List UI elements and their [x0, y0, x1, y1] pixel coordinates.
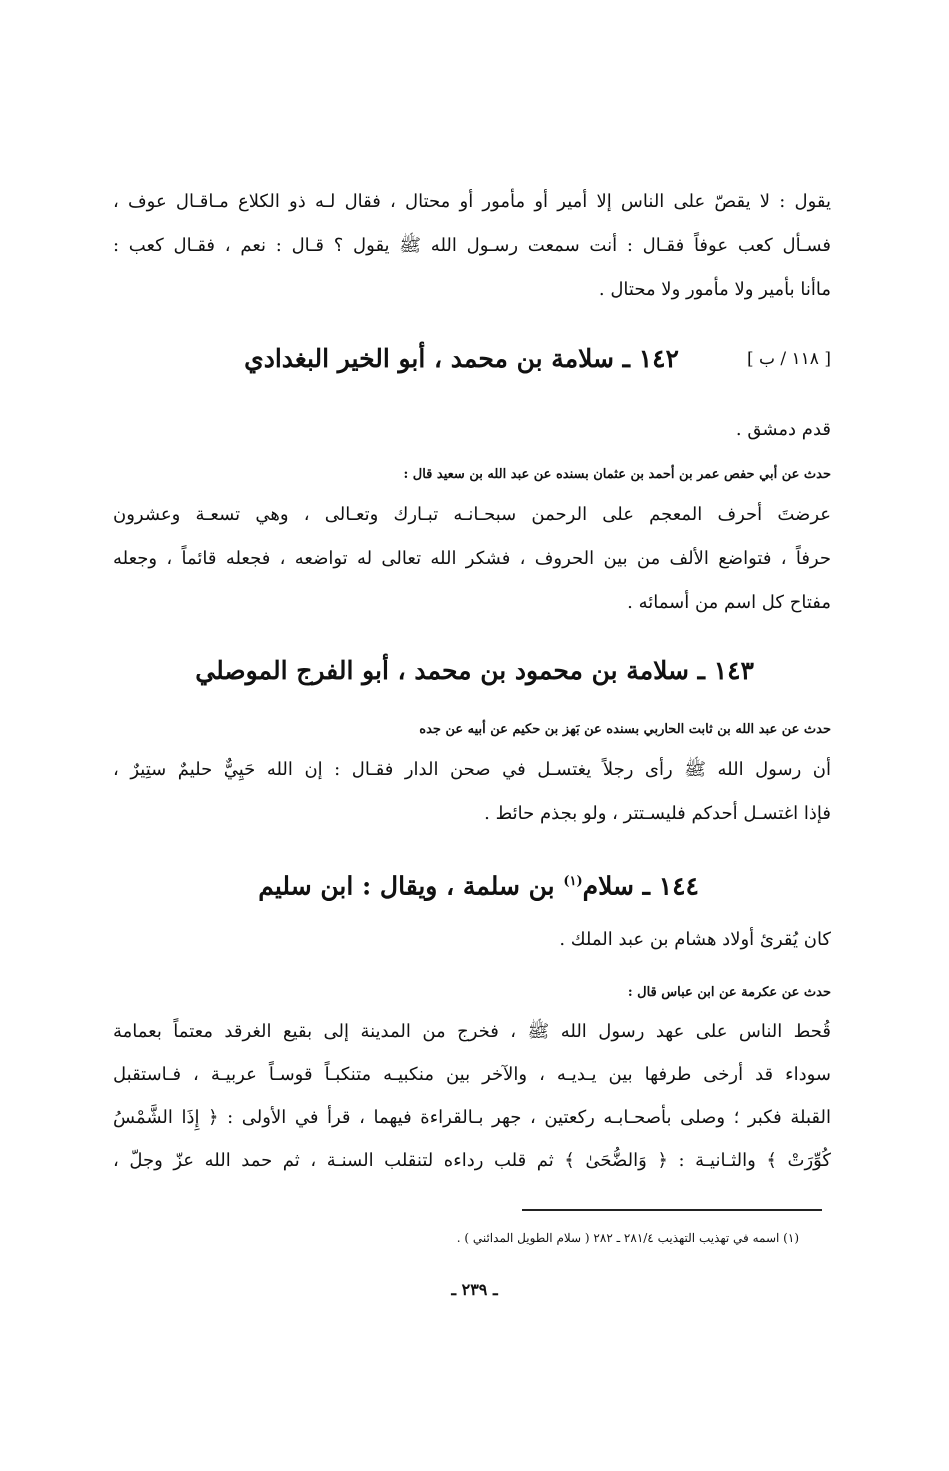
- chain-of-narration: حدث عن عكرمة عن ابن عباس قال :: [627, 985, 831, 1000]
- text-line: فسـأل كعب عوفاً فقـال : أنت سمعت رسـول الله ﷺ يقول ؟ قـال : نعم ، فقـال كعب :: [113, 235, 831, 256]
- text-line: أن رسول الله ﷺ رأى رجلاً يغتسـل في صحن الدار فقـال : إن الله حَيِيٌّ حليمٌ ستِيرٌ ،: [113, 759, 831, 780]
- footnote: (١) اسمه في تهذيب التهذيب ٢٨١/٤ ـ ٢٨٢ ( سلام الطويل المدائني ) .: [456, 1231, 799, 1245]
- text-line: القبلة فكبر ؛ وصلى بأصحـابـه ركعتين ، جهر بـالقراءة فيهما ، قرأ في الأولى : ﴿ إِذَا الشَّمْسُ: [113, 1107, 831, 1128]
- text-line: يقول : لا يقصّ على الناس إلا أمير أو مأمور أو محتال ، فقال لـه ذو الكلاع مـاقـال عوف ،: [113, 191, 831, 212]
- chain-of-narration: حدث عن عبد الله بن ثابت الحاربي بسنده عن بَهز بن حكيم عن أبيه عن جده: [419, 722, 831, 737]
- text-line: عرضتَ أحرف المعجم على الرحمن سبحـانـه تبـارك وتعـالى ، وهي تسعـة وعشرون: [113, 504, 831, 525]
- text-line: سوداء قد أرخى طرفها بين يـديـه ، والآخر بين منكبيـه متنكبـاً قوسـاً عربيـة ، فـاستقبل: [113, 1064, 831, 1085]
- page-number: ـ ٢٣٩ ـ: [451, 1280, 498, 1299]
- footnote-marker: (١): [563, 874, 583, 889]
- entry-note: قدم دمشق .: [735, 419, 831, 440]
- footnote-divider: [522, 1209, 822, 1211]
- entry-heading: [258, 866, 699, 902]
- heading-text: ١٤٤ ـ سلام: [582, 871, 699, 901]
- text-line: قُحط الناس على عهد رسول الله ﷺ ، فخرج من المدينة إلى بقيع الغرقد معتماً بعمامة: [113, 1021, 831, 1042]
- heading-text: بن سلمة ، ويقال : ابن سليم: [258, 871, 564, 901]
- text-line: فإذا اغتسـل أحدكم فليسـتتر ، ولو بجذم حائط .: [484, 803, 831, 824]
- text-line: حرفاً ، فتواضع الألف من بين الحروف ، فشكر الله تعالى له تواضعه ، فجعله قائماً ، وجعله: [113, 548, 831, 569]
- chain-of-narration: حدث عن أبي حفص عمر بن أحمد بن عثمان بسنده عن عبد الله بن سعيد قال :: [403, 467, 831, 482]
- entry-heading: ١٤٢ ـ سلامة بن محمد ، أبو الخير البغدادي: [244, 344, 679, 373]
- folio-reference: [ ١١٨ / ب ]: [746, 349, 831, 369]
- text-line: كُوِّرَتْ ﴾ والثـانيـة : ﴿ وَالضُّحَىٰ ﴾ ثم قلب رداءه لتنقلب السنـة ، ثم حمد الله عزّ وجلّ ،: [113, 1150, 831, 1171]
- entry-heading: ١٤٣ ـ سلامة بن محمود بن محمد ، أبو الفرج الموصلي: [195, 656, 754, 685]
- text-line: ماأنا بأمير ولا مأمور ولا محتال .: [598, 279, 831, 300]
- entry-note: كان يُقرئ أولاد هشام بن عبد الملك .: [559, 929, 831, 950]
- text-line: مفتاح كل اسم من أسمائه .: [627, 592, 831, 613]
